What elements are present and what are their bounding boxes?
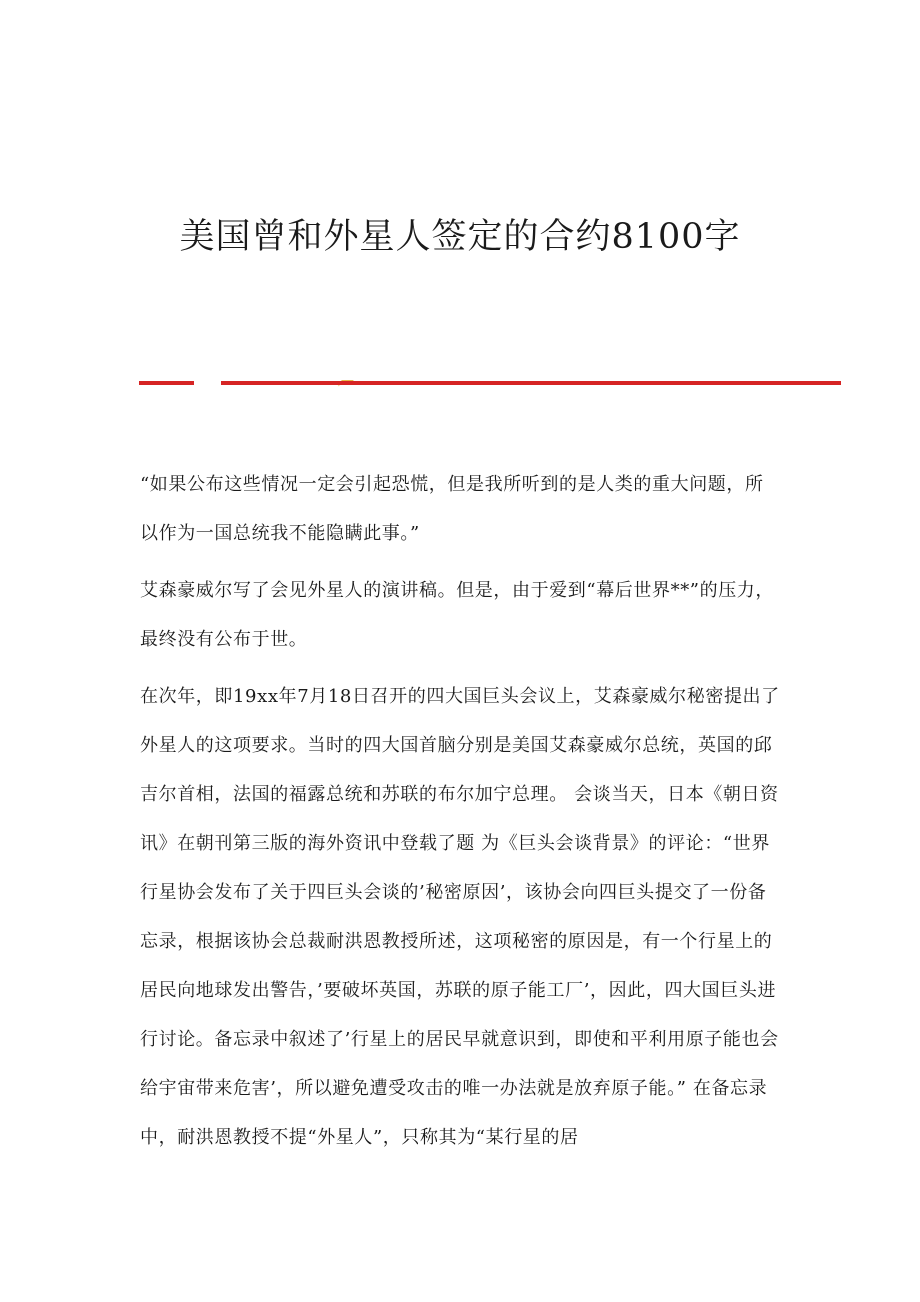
page-title: 美国曾和外星人签定的合约8100字	[179, 217, 741, 257]
paragraph-1: “如果公布这些情况一定会引起恐慌，但是我所听到的是人类的重大问题，所以作为一国总统我不能隐瞒此事。”	[140, 474, 764, 544]
document-body	[140, 460, 780, 1170]
paragraph-2: 艾森豪威尔写了会见外星人的演讲稿。但是，由于爱到“幕后世界**”的压力，最终没有公布于世。	[140, 580, 775, 650]
divider-right-segment	[221, 381, 841, 385]
divider-left-segment	[139, 381, 194, 385]
title-divider	[139, 380, 841, 386]
paragraph-3: 在次年，即19xx年7月18日召开的四大国巨头会议上，艾森豪威尔秘密提出了外星人的这项要求。当时的四大国首脑分别是美国艾森豪威尔总统，英国的邱吉尔首相，法国的福露总统和苏联的布尔加宁总理。 会谈当天，日本《朝日资讯》在朝刊第三版的海外资讯中登载了题 为《巨头会谈背景》的评论：“世界行星协会发布了关于四巨头会谈的’秘密原因’，该协会向四巨头提交了一份备忘录，根据该协会总裁耐洪恩教授所述，这项秘密的原因是，有一个行星上的居民向地球发出警告，’要破坏英国，苏联的原子能工厂’，因此，四大国巨头进行讨论。备忘录中叙述了’行星上的居民早就意识到，即使和平利用原子能也会给宇宙带来危害’，所以避免遭受攻击的唯一办法就是放弃原子能。” 在备忘录中，耐洪恩教授不提“外星人”，只称其为“某行星的居	[140, 686, 780, 1148]
